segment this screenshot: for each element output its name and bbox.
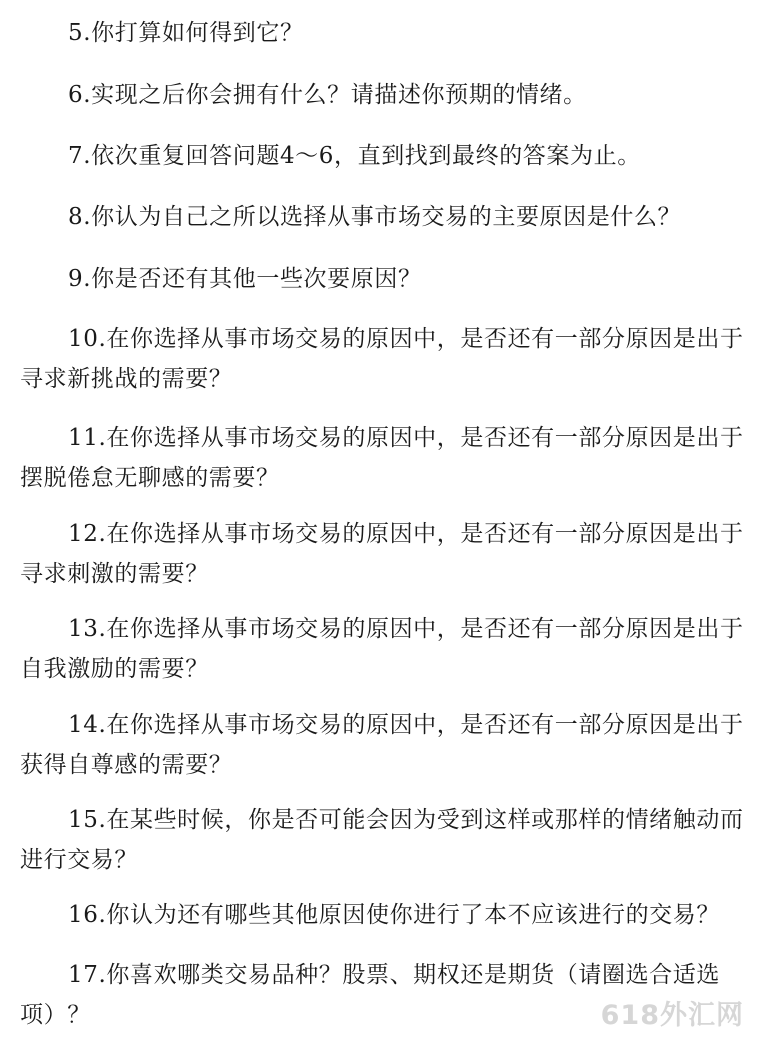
question-line: 11.在你选择从事市场交易的原因中，是否还有一部分原因是出于	[68, 425, 744, 451]
question-line: 获得自尊感的需要？	[20, 752, 233, 778]
question-16	[20, 895, 740, 935]
question-line: 15.在某些时候，你是否可能会因为受到这样或那样的情绪触动而	[68, 807, 744, 833]
question-line: 8.你认为自己之所以选择从事市场交易的主要原因是什么？	[68, 204, 682, 230]
question-line: 项）？	[20, 1002, 91, 1028]
question-9	[20, 259, 740, 299]
question-line: 16.你认为还有哪些其他原因使你进行了本不应该进行的交易？	[68, 902, 720, 928]
question-15	[20, 800, 744, 880]
question-line: 5.你打算如何得到它？	[68, 20, 304, 46]
question-line: 9.你是否还有其他一些次要原因？	[68, 266, 422, 292]
watermark: 618外汇网	[600, 1000, 744, 1031]
question-line: 摆脱倦怠无聊感的需要？	[20, 465, 280, 491]
question-line: 14.在你选择从事市场交易的原因中，是否还有一部分原因是出于	[68, 712, 744, 738]
question-5	[20, 13, 740, 53]
question-line: 7.依次重复回答问题4～6，直到找到最终的答案为止。	[68, 143, 641, 169]
question-line: 10.在你选择从事市场交易的原因中，是否还有一部分原因是出于	[68, 326, 744, 352]
question-14	[20, 705, 744, 785]
question-7	[20, 136, 740, 176]
question-line: 13.在你选择从事市场交易的原因中，是否还有一部分原因是出于	[68, 616, 744, 642]
question-line: 12.在你选择从事市场交易的原因中，是否还有一部分原因是出于	[68, 521, 744, 547]
question-10	[20, 319, 744, 399]
question-13	[20, 609, 744, 689]
question-line: 自我激励的需要？	[20, 656, 209, 682]
question-line: 进行交易？	[20, 847, 138, 873]
question-line: 17.你喜欢哪类交易品种？股票、期权还是期货（请圈选合适选	[68, 962, 720, 988]
question-12	[20, 514, 744, 594]
question-line: 寻求新挑战的需要？	[20, 366, 233, 392]
question-8	[20, 197, 740, 237]
question-6	[20, 75, 740, 115]
question-11	[20, 418, 744, 498]
question-line: 寻求刺激的需要？	[20, 561, 209, 587]
question-line: 6.实现之后你会拥有什么？请描述你预期的情绪。	[68, 82, 587, 108]
